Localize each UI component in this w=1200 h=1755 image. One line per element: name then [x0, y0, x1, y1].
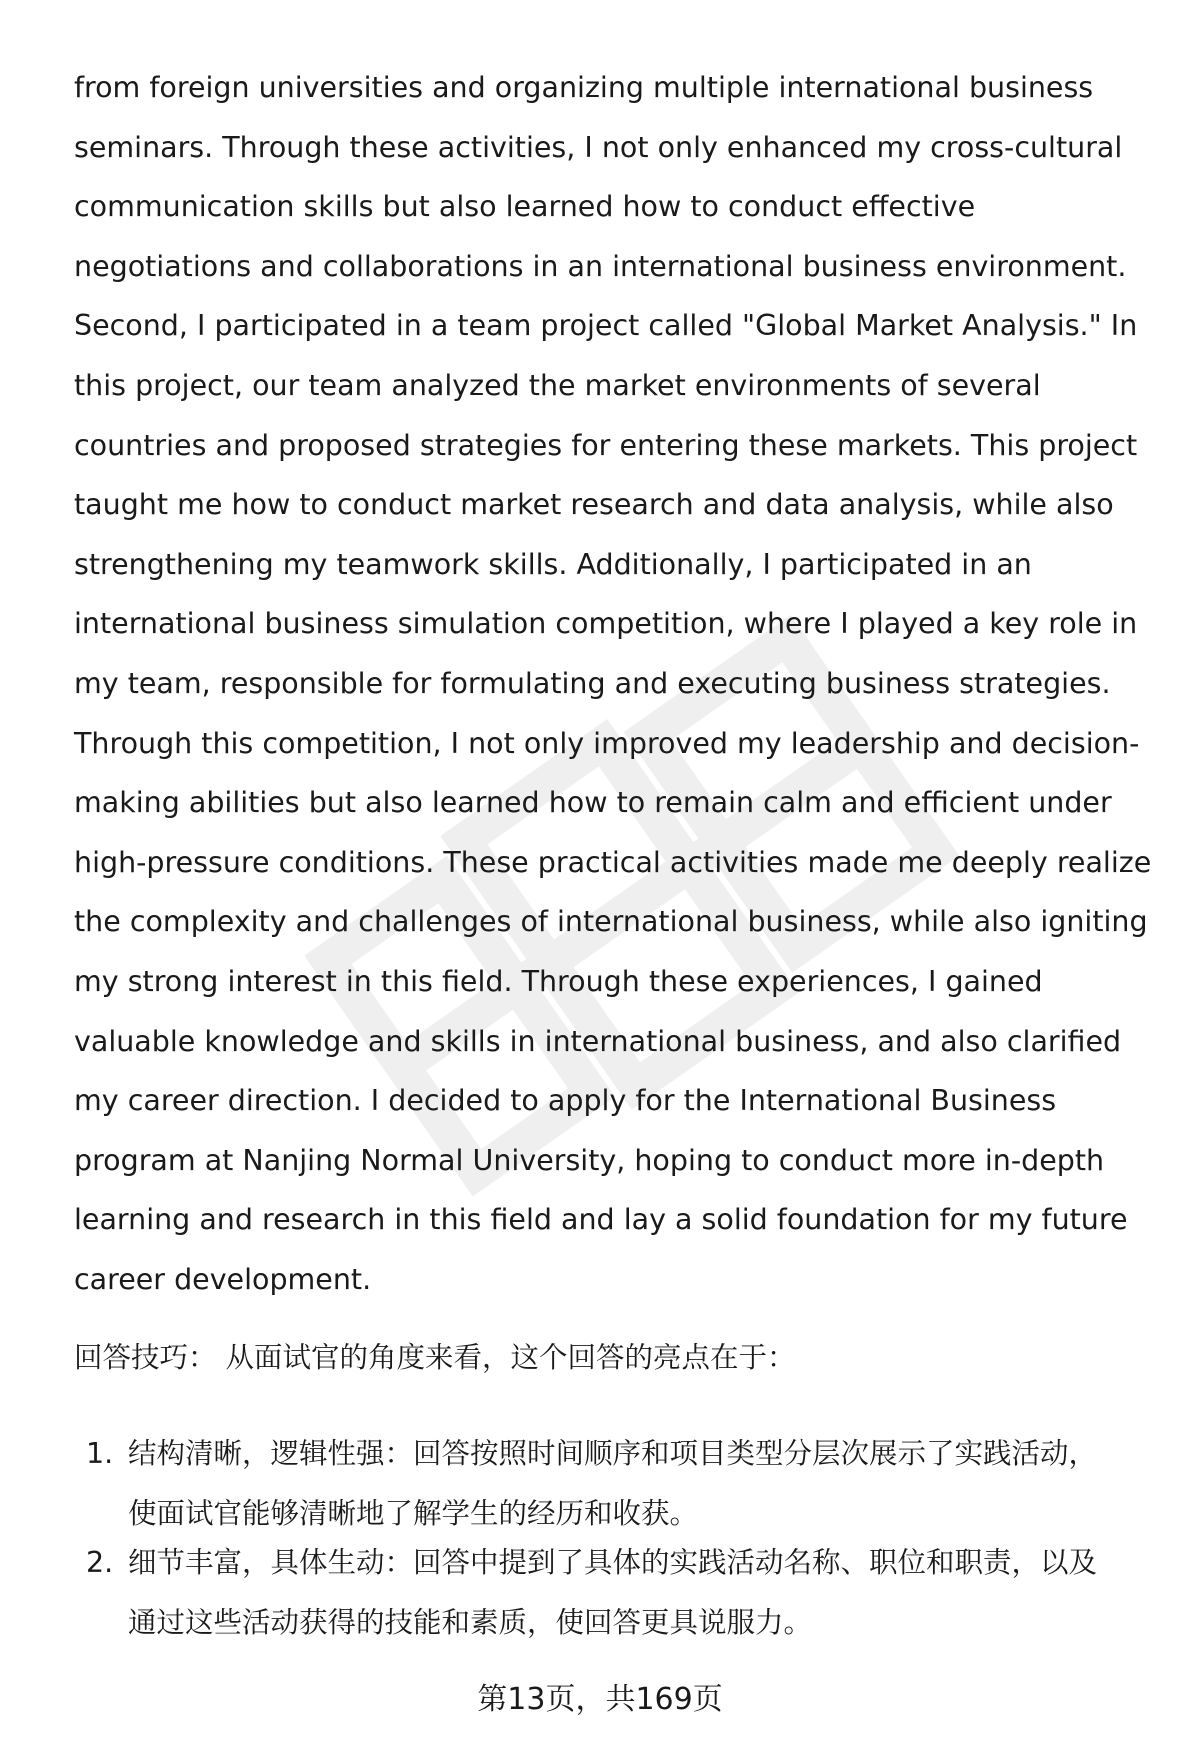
- body-text-line: international business simulation competition, where I played a key role in: [74, 607, 1138, 641]
- tip-text-line: 结构清晰，逻辑性强：回答按照时间顺序和项目类型分层次展示了实践活动，: [128, 1437, 1098, 1470]
- body-text-line: my career direction. I decided to apply for the International Business: [74, 1084, 1057, 1118]
- tip-number: 1.: [86, 1437, 114, 1470]
- body-text-line: making abilities but also learned how to remain calm and efficient under: [74, 786, 1112, 820]
- body-text-line: communication skills but also learned how to conduct effective: [74, 190, 976, 224]
- tip-text-line: 细节丰富，具体生动：回答中提到了具体的实践活动名称、职位和职责，以及: [128, 1546, 1098, 1579]
- body-text-line: from foreign universities and organizing multiple international business: [74, 71, 1094, 104]
- body-text-line: my strong interest in this field. Through these experiences, I gained: [74, 964, 1043, 998]
- body-text-line: this project, our team analyzed the market environments of several: [74, 368, 1041, 402]
- tip-list-item: [74, 1533, 1142, 1653]
- body-text-line: high-pressure conditions. These practical activities made me deeply realize: [74, 845, 1152, 879]
- body-text-line: negotiations and collaborations in an international business environment.: [74, 249, 1127, 283]
- body-text-line: the complexity and challenges of international business, while also igniting: [74, 905, 1148, 939]
- tip-list-item: [74, 1424, 1142, 1544]
- body-text-line: learning and research in this field and lay a solid foundation for my future: [74, 1203, 1128, 1237]
- tip-text-line: 使面试官能够清晰地了解学生的经历和收获。: [128, 1497, 699, 1530]
- body-text-line: valuable knowledge and skills in international business, and also clarified: [74, 1024, 1122, 1058]
- body-text-line: Through this competition, I not only improved my leadership and decision-: [74, 726, 1140, 760]
- answer-tips-heading: 回答技巧： 从面试官的角度来看，这个回答的亮点在于：: [74, 1341, 796, 1374]
- body-text-line: countries and proposed strategies for entering these markets. This project: [74, 428, 1138, 462]
- page-number-footer: 第13页，共169页: [477, 1682, 723, 1717]
- answer-body-text: [74, 58, 1152, 1309]
- body-text-line: taught me how to conduct market research and data analysis, while also: [74, 488, 1114, 522]
- body-text-line: strengthening my teamwork skills. Additionally, I participated in an: [74, 547, 1032, 581]
- tip-number: 2.: [86, 1546, 114, 1579]
- body-text-line: seminars. Through these activities, I not only enhanced my cross-cultural: [74, 130, 1123, 164]
- body-text-line: career development.: [74, 1262, 372, 1296]
- answer-tips-list: [74, 1424, 1142, 1653]
- body-text-line: my team, responsible for formulating and executing business strategies.: [74, 666, 1111, 700]
- body-text-line: program at Nanjing Normal University, hoping to conduct more in-depth: [74, 1143, 1105, 1177]
- tip-text-line: 通过这些活动获得的技能和素质，使回答更具说服力。: [128, 1606, 813, 1639]
- body-text-line: Second, I participated in a team project called "Global Market Analysis." In: [74, 309, 1138, 343]
